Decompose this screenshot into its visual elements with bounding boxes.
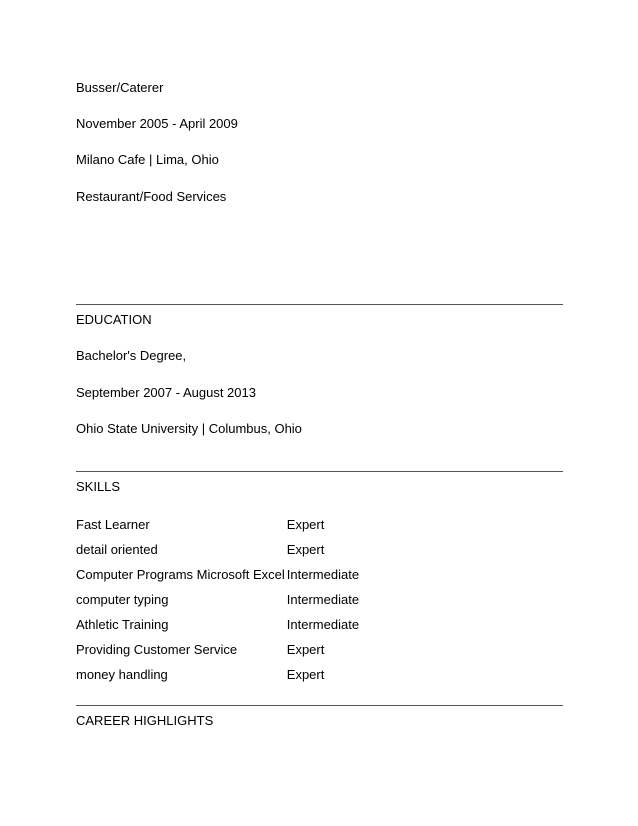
education-dates: September 2007 - August 2013 <box>76 385 256 400</box>
skill-name: money handling <box>76 667 168 682</box>
skill-name: Athletic Training <box>76 617 169 632</box>
table-row <box>75 587 360 612</box>
education-heading: EDUCATION <box>76 312 152 327</box>
table-row <box>75 637 360 662</box>
skills-table <box>75 512 360 687</box>
job-industry: Restaurant/Food Services <box>76 189 227 204</box>
skill-level: Intermediate <box>286 592 360 607</box>
job-employer: Milano Cafe | Lima, Ohio <box>76 152 219 167</box>
table-row <box>75 662 360 687</box>
skill-level: Intermediate <box>286 617 360 632</box>
skills-heading: SKILLS <box>76 479 121 494</box>
section-divider <box>76 471 563 472</box>
job-dates: November 2005 - April 2009 <box>76 116 238 131</box>
career-highlights-heading: CAREER HIGHLIGHTS <box>76 713 214 728</box>
skill-name: computer typing <box>76 592 169 607</box>
table-row <box>75 562 360 587</box>
skill-name: Computer Programs Microsoft Excel <box>76 567 285 582</box>
skill-level: Expert <box>286 642 325 657</box>
section-divider <box>76 304 563 305</box>
section-divider <box>76 705 563 706</box>
skill-level: Expert <box>286 542 325 557</box>
table-row <box>75 512 360 537</box>
skill-name: Fast Learner <box>76 517 150 532</box>
skill-level: Expert <box>286 517 325 532</box>
skill-level: Intermediate <box>286 567 360 582</box>
skill-level: Expert <box>286 667 325 682</box>
skill-name: Providing Customer Service <box>76 642 238 657</box>
table-row <box>75 612 360 637</box>
skill-name: detail oriented <box>76 542 158 557</box>
education-degree: Bachelor's Degree, <box>76 348 187 363</box>
job-title: Busser/Caterer <box>76 80 164 95</box>
table-row <box>75 537 360 562</box>
education-school: Ohio State University | Columbus, Ohio <box>76 421 302 436</box>
